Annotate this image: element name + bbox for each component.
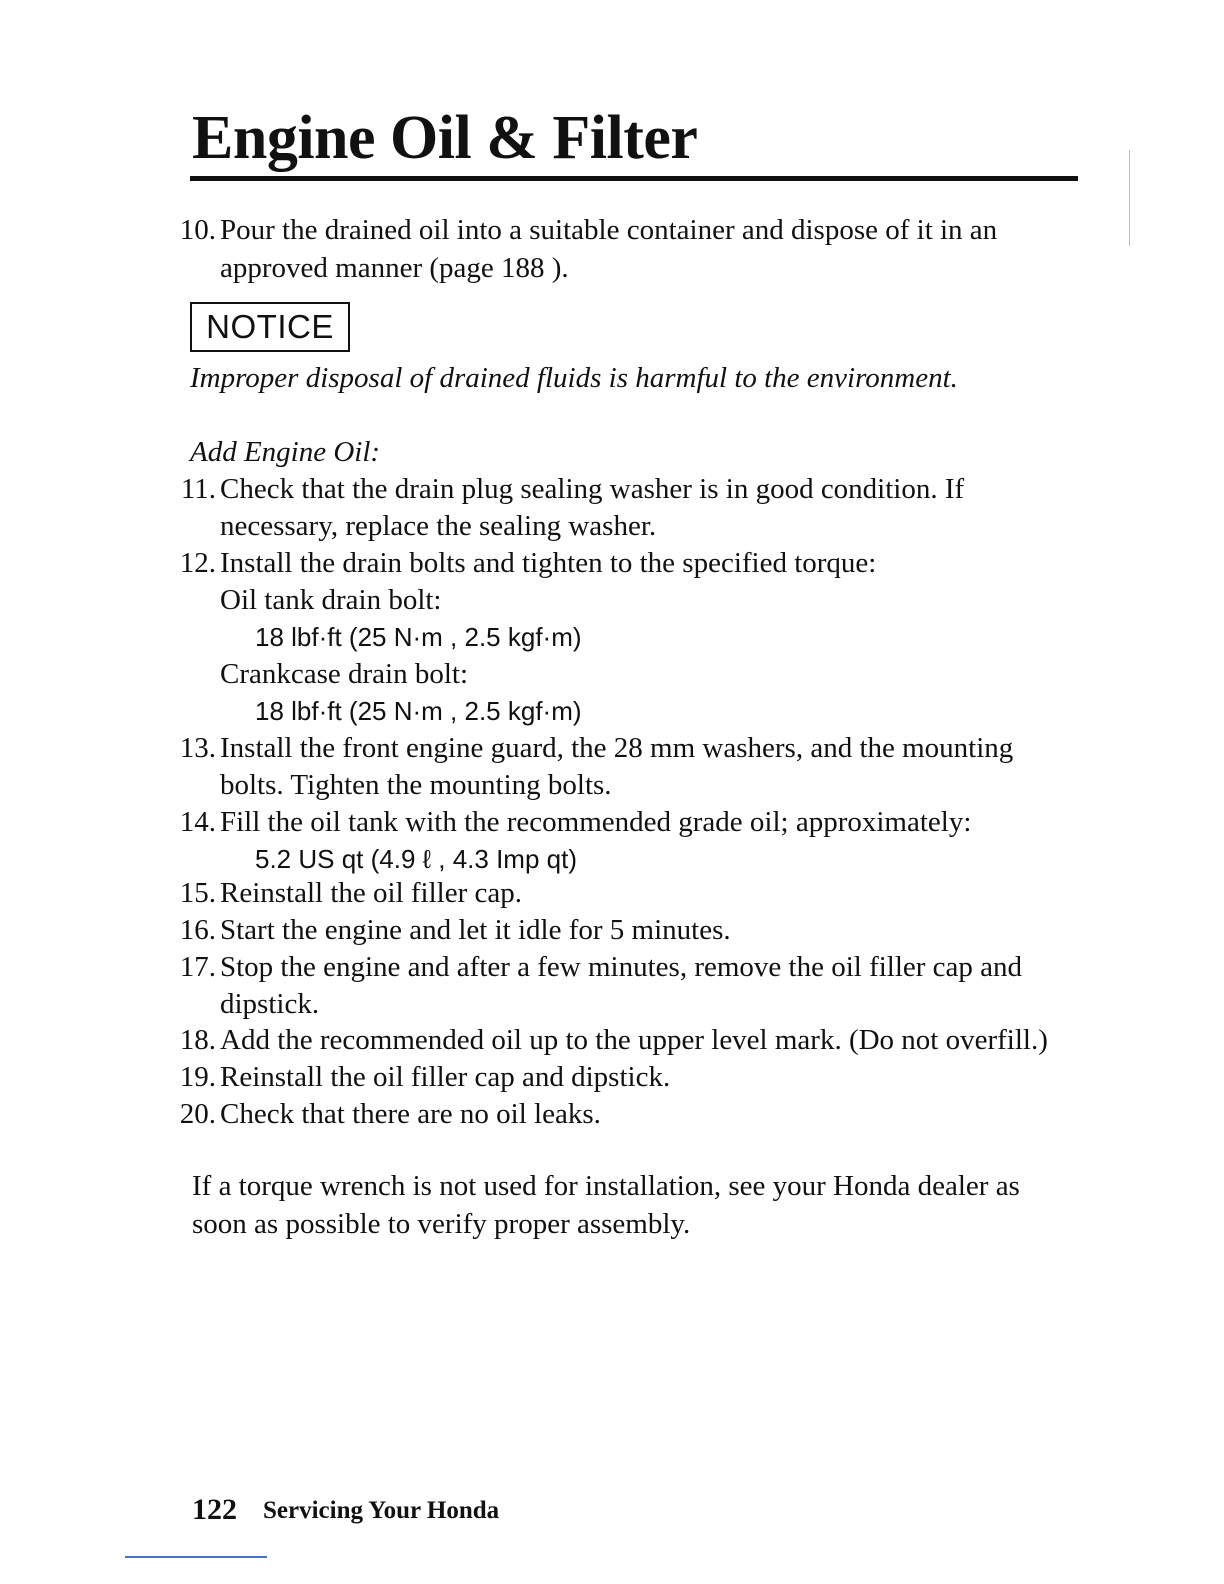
oil-tank-drain-bolt-torque: 18 lbf·ft (25 N·m , 2.5 kgf·m) bbox=[255, 622, 582, 652]
page-number: 122 bbox=[192, 1493, 237, 1526]
step-14-number: 14. bbox=[179, 806, 216, 838]
step-16-number: 16. bbox=[179, 914, 216, 946]
step-13-line-1: Install the front engine guard, the 28 mm washers, and the mounting bbox=[220, 732, 1014, 764]
step-12-line-1: Install the drain bolts and tighten to the specified torque: bbox=[220, 547, 877, 579]
notice-label: NOTICE bbox=[190, 302, 350, 352]
step-15-number: 15. bbox=[179, 877, 216, 909]
crankcase-drain-bolt-torque: 18 lbf·ft (25 N·m , 2.5 kgf·m) bbox=[255, 696, 582, 726]
step-14-line-1: Fill the oil tank with the recommended grade oil; approximately: bbox=[220, 806, 972, 838]
step-12-number: 12. bbox=[179, 547, 216, 579]
step-13-line-2: bolts. Tighten the mounting bolts. bbox=[220, 769, 612, 801]
torque-wrench-note-line-2: soon as possible to verify proper assembly. bbox=[192, 1208, 691, 1240]
step-18-number: 18. bbox=[179, 1024, 216, 1056]
step-17-line-2: dipstick. bbox=[220, 988, 320, 1020]
step-20-line-1: Check that there are no oil leaks. bbox=[220, 1098, 601, 1130]
step-11-line-1: Check that the drain plug sealing washer is in good condition. If bbox=[220, 473, 965, 505]
step-16-line-1: Start the engine and let it idle for 5 minutes. bbox=[220, 914, 731, 946]
step-13-number: 13. bbox=[179, 732, 216, 764]
step-18-line-1: Add the recommended oil up to the upper level mark. (Do not overfill.) bbox=[220, 1024, 1048, 1056]
oil-capacity-spec: 5.2 US qt (4.9 ℓ , 4.3 Imp qt) bbox=[255, 844, 577, 874]
step-10-line-2: approved manner (page 188 ). bbox=[220, 252, 569, 284]
margin-mark bbox=[1129, 150, 1130, 246]
add-engine-oil-heading: Add Engine Oil: bbox=[190, 436, 381, 468]
step-20-number: 20. bbox=[179, 1098, 216, 1130]
step-19-number: 19. bbox=[179, 1061, 216, 1093]
oil-tank-drain-bolt-label: Oil tank drain bolt: bbox=[220, 584, 442, 616]
crankcase-drain-bolt-label: Crankcase drain bolt: bbox=[220, 658, 469, 690]
notice-message: Improper disposal of drained fluids is harmful to the environment. bbox=[190, 362, 958, 394]
step-10-line-1: Pour the drained oil into a suitable container and dispose of it in an bbox=[220, 214, 998, 246]
page-title: Engine Oil & Filter bbox=[192, 104, 698, 172]
step-15-line-1: Reinstall the oil filler cap. bbox=[220, 877, 522, 909]
section-name: Servicing Your Honda bbox=[263, 1497, 500, 1524]
title-rule bbox=[190, 176, 1078, 181]
step-11-line-2: necessary, replace the sealing washer. bbox=[220, 510, 657, 542]
step-10-number: 10. bbox=[179, 214, 216, 246]
torque-wrench-note-line-1: If a torque wrench is not used for installation, see your Honda dealer as bbox=[192, 1170, 1020, 1202]
step-19-line-1: Reinstall the oil filler cap and dipstick. bbox=[220, 1061, 671, 1093]
bottom-edge-line bbox=[125, 1556, 267, 1558]
step-17-line-1: Stop the engine and after a few minutes, remove the oil filler cap and bbox=[220, 951, 1023, 983]
step-11-number: 11. bbox=[180, 473, 216, 505]
step-17-number: 17. bbox=[179, 951, 216, 983]
